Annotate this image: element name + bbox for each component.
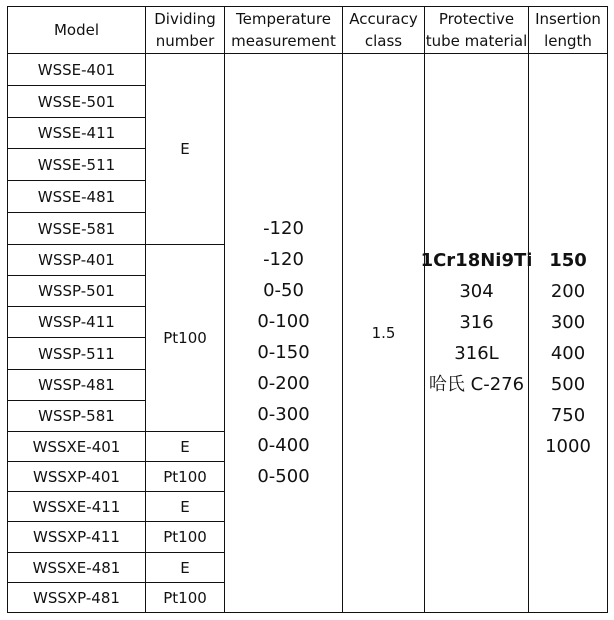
dividing-value: E xyxy=(180,437,190,456)
material-list xyxy=(420,245,533,400)
model-cell xyxy=(8,245,145,275)
length-list xyxy=(529,245,607,462)
length-value: 200 xyxy=(550,281,586,302)
model-name: WSSE-501 xyxy=(37,92,116,111)
model-name: WSSE-581 xyxy=(37,219,116,238)
dividing-value: Pt100 xyxy=(163,528,207,546)
dividing-value: Pt100 xyxy=(163,467,207,486)
accuracy-value-cell xyxy=(343,318,424,348)
dividing-group-e-label: E xyxy=(180,140,190,158)
model-cell xyxy=(8,54,145,85)
model-name: WSSXP-401 xyxy=(33,467,120,486)
length-value: 750 xyxy=(550,405,586,426)
model-name: WSSE-511 xyxy=(37,155,116,174)
temperature-value: 0-150 xyxy=(257,342,310,363)
material-value: 316 xyxy=(459,312,494,333)
header-temperature-line1: Temperature xyxy=(235,10,332,28)
model-name: WSSP-511 xyxy=(38,344,115,363)
temperature-value: 0-400 xyxy=(257,435,310,456)
material-value: 304 xyxy=(459,281,494,302)
dividing-value: E xyxy=(180,497,190,516)
length-value: 1000 xyxy=(545,436,591,457)
model-name: WSSXE-411 xyxy=(32,497,121,516)
model-name: WSSP-401 xyxy=(38,251,115,269)
model-cell xyxy=(8,432,145,461)
model-cell xyxy=(8,492,145,521)
table-border-right xyxy=(607,6,608,613)
dividing-value: E xyxy=(180,558,190,577)
header-insertion xyxy=(529,7,607,53)
header-temperature xyxy=(225,7,342,53)
dividing-group-pt100-label: Pt100 xyxy=(163,329,207,347)
dividing-cell xyxy=(146,583,224,612)
model-cell xyxy=(8,338,145,369)
header-model-label: Model xyxy=(53,21,100,39)
model-cell xyxy=(8,401,145,431)
dividing-cell xyxy=(146,432,224,461)
model-cell xyxy=(8,462,145,491)
dividing-cell xyxy=(146,522,224,552)
header-dividing-line2: number xyxy=(155,32,215,50)
model-name: WSSP-411 xyxy=(38,313,115,331)
header-protective-line1: Protective xyxy=(438,10,515,28)
header-temperature-line2: measurement xyxy=(231,32,336,50)
temperature-value: 0-100 xyxy=(257,311,310,332)
model-name: WSSE-401 xyxy=(37,60,116,79)
material-value: 哈氏 C-276 xyxy=(428,374,525,395)
header-protective-line2: tube material xyxy=(425,32,528,50)
model-name: WSSP-481 xyxy=(38,376,115,394)
model-cell xyxy=(8,86,145,117)
length-value: 150 xyxy=(549,250,587,271)
model-cell xyxy=(8,370,145,400)
header-accuracy-line2: class xyxy=(364,32,403,50)
temperature-value: 0-50 xyxy=(263,280,304,301)
model-cell xyxy=(8,522,145,552)
model-name: WSSE-411 xyxy=(37,124,116,142)
model-cell xyxy=(8,181,145,212)
length-value: 400 xyxy=(550,343,586,364)
temperature-list xyxy=(225,213,342,492)
model-name: WSSXE-401 xyxy=(32,437,121,456)
model-name: WSSXE-481 xyxy=(32,558,121,577)
header-dividing-line1: Dividing xyxy=(154,10,216,28)
length-value: 500 xyxy=(550,374,586,395)
model-cell xyxy=(8,276,145,306)
temperature-value: 0-200 xyxy=(257,373,310,394)
model-name: WSSP-501 xyxy=(38,282,115,300)
accuracy-value: 1.5 xyxy=(371,324,396,342)
model-cell xyxy=(8,149,145,180)
model-name: WSSXP-481 xyxy=(33,588,120,607)
table-border-bottom xyxy=(7,612,608,613)
model-name: WSSXP-411 xyxy=(33,528,120,546)
header-model xyxy=(8,7,145,53)
model-cell xyxy=(8,583,145,612)
header-accuracy xyxy=(343,7,424,53)
dividing-cell xyxy=(146,462,224,491)
length-value: 300 xyxy=(550,312,586,333)
header-dividing xyxy=(146,7,224,53)
dividing-group-e xyxy=(146,54,224,244)
header-insertion-line2: length xyxy=(544,32,592,50)
header-accuracy-line1: Accuracy xyxy=(349,10,418,28)
temperature-value: 0-500 xyxy=(257,466,310,487)
temperature-value: -120 xyxy=(263,249,304,270)
dividing-value: Pt100 xyxy=(163,588,207,607)
temperature-value: -120 xyxy=(263,218,304,239)
header-insertion-line1: Insertion xyxy=(535,10,601,28)
col-sep-3 xyxy=(342,6,343,613)
model-cell xyxy=(8,553,145,582)
dividing-group-pt100 xyxy=(146,245,224,431)
material-value: 1Cr18Ni9Ti xyxy=(420,250,533,271)
model-cell xyxy=(8,307,145,337)
temperature-value: 0-300 xyxy=(257,404,310,425)
dividing-cell xyxy=(146,553,224,582)
model-cell xyxy=(8,118,145,148)
dividing-cell xyxy=(146,492,224,521)
model-cell xyxy=(8,213,145,244)
material-value: 316L xyxy=(454,343,499,364)
header-protective xyxy=(425,7,528,53)
model-name: WSSE-481 xyxy=(37,187,116,206)
model-name: WSSP-581 xyxy=(38,407,115,425)
